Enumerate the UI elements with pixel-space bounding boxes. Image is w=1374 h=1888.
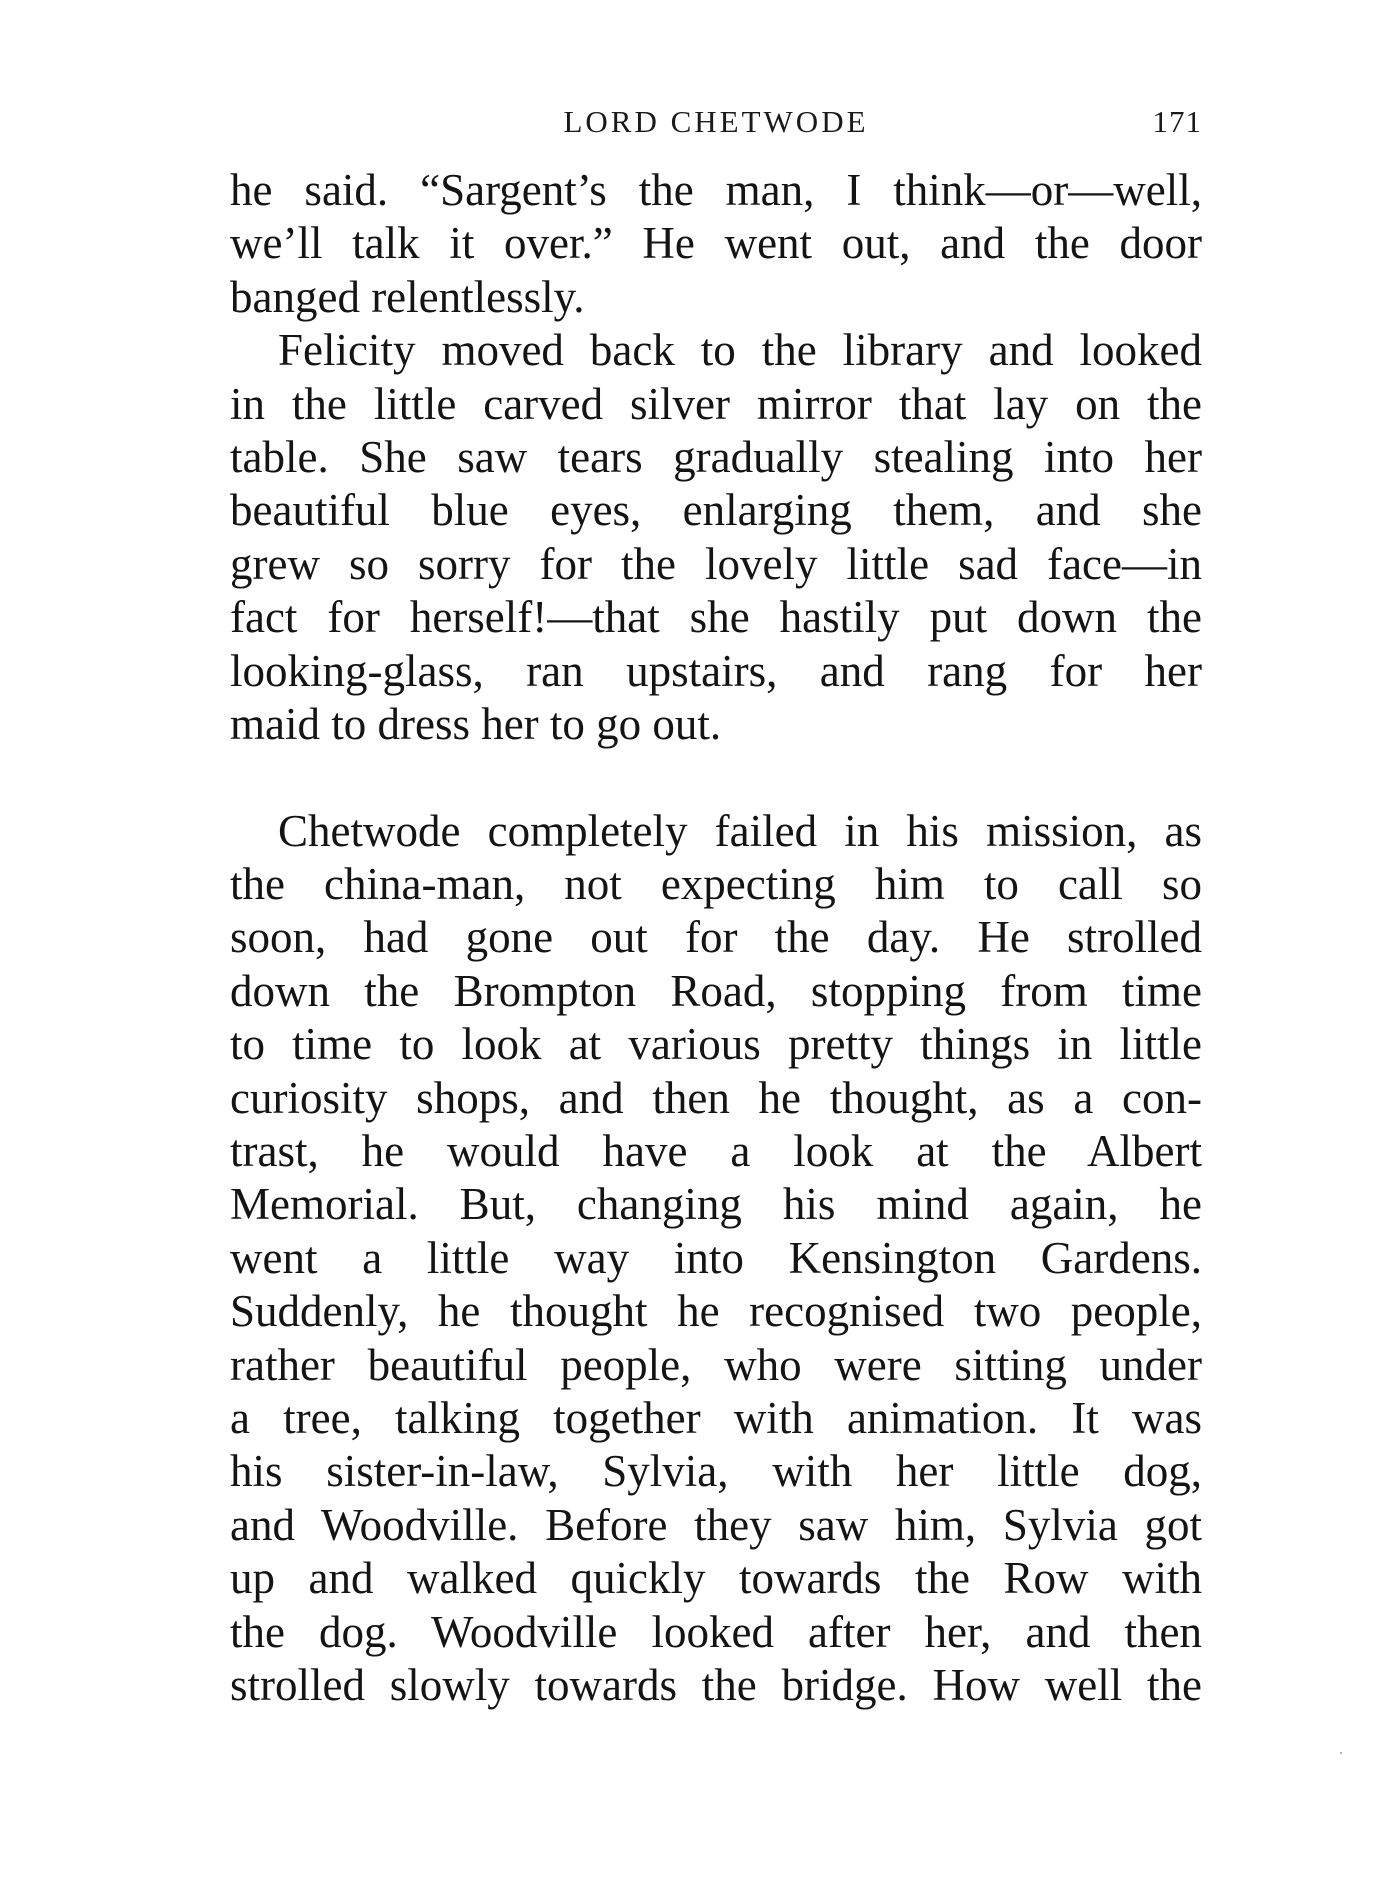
paragraph-2	[230, 324, 1202, 751]
text-line: curiosity shops, and then he thought, as a con-	[230, 1072, 1202, 1123]
text-line: banged relentlessly.	[230, 271, 585, 322]
section-break	[230, 751, 1202, 804]
running-head	[230, 104, 1202, 144]
text-line: the china-man, not expecting him to call so	[230, 859, 1202, 910]
text-line: rather beautiful people, who were sitting under	[230, 1339, 1202, 1390]
text-line: strolled slowly towards the bridge. How well the	[230, 1659, 1202, 1710]
text-line: grew so sorry for the lovely little sad face—in	[230, 538, 1202, 589]
text-line: table. She saw tears gradually stealing into her	[230, 431, 1202, 482]
text-line: went a little way into Kensington Gardens.	[230, 1232, 1202, 1283]
text-line: beautiful blue eyes, enlarging them, and she	[230, 485, 1202, 536]
text-line: down the Brompton Road, stopping from time	[230, 965, 1202, 1016]
text-line: maid to dress her to go out.	[230, 698, 722, 749]
text-line: Felicity moved back to the library and looked	[278, 325, 1202, 376]
text-line: up and walked quickly towards the Row with	[230, 1553, 1202, 1604]
text-line: in the little carved silver mirror that lay on the	[230, 378, 1202, 429]
text-line: fact for herself!—that she hastily put down the	[230, 592, 1202, 643]
page-number: 171	[1152, 104, 1202, 139]
text-line: Suddenly, he thought he recognised two people,	[230, 1286, 1202, 1337]
text-line: he said. “Sargent’s the man, I think—or—well,	[230, 165, 1202, 215]
paper-speck	[1340, 1752, 1342, 1754]
paragraph-3	[230, 805, 1202, 1713]
text-line: to time to look at various pretty things in little	[230, 1019, 1202, 1070]
text-line: trast, he would have a look at the Albert	[230, 1126, 1202, 1177]
paragraph-1	[230, 164, 1202, 324]
text-line: his sister-in-law, Sylvia, with her little dog,	[230, 1446, 1202, 1497]
text-line: soon, had gone out for the day. He strolled	[230, 912, 1202, 963]
text-line: and Woodville. Before they saw him, Sylvia got	[230, 1499, 1202, 1550]
text-line: the dog. Woodville looked after her, and then	[230, 1606, 1202, 1657]
text-line: Chetwode completely failed in his mission, as	[278, 805, 1202, 856]
text-line: looking-glass, ran upstairs, and rang for her	[230, 645, 1202, 696]
text-block	[230, 164, 1202, 1712]
running-title: LORD CHETWODE	[563, 104, 869, 139]
text-line: Memorial. But, changing his mind again, he	[230, 1179, 1202, 1230]
text-line: a tree, talking together with animation. It was	[230, 1392, 1202, 1443]
text-line: we’ll talk it over.” He went out, and the door	[230, 218, 1202, 269]
